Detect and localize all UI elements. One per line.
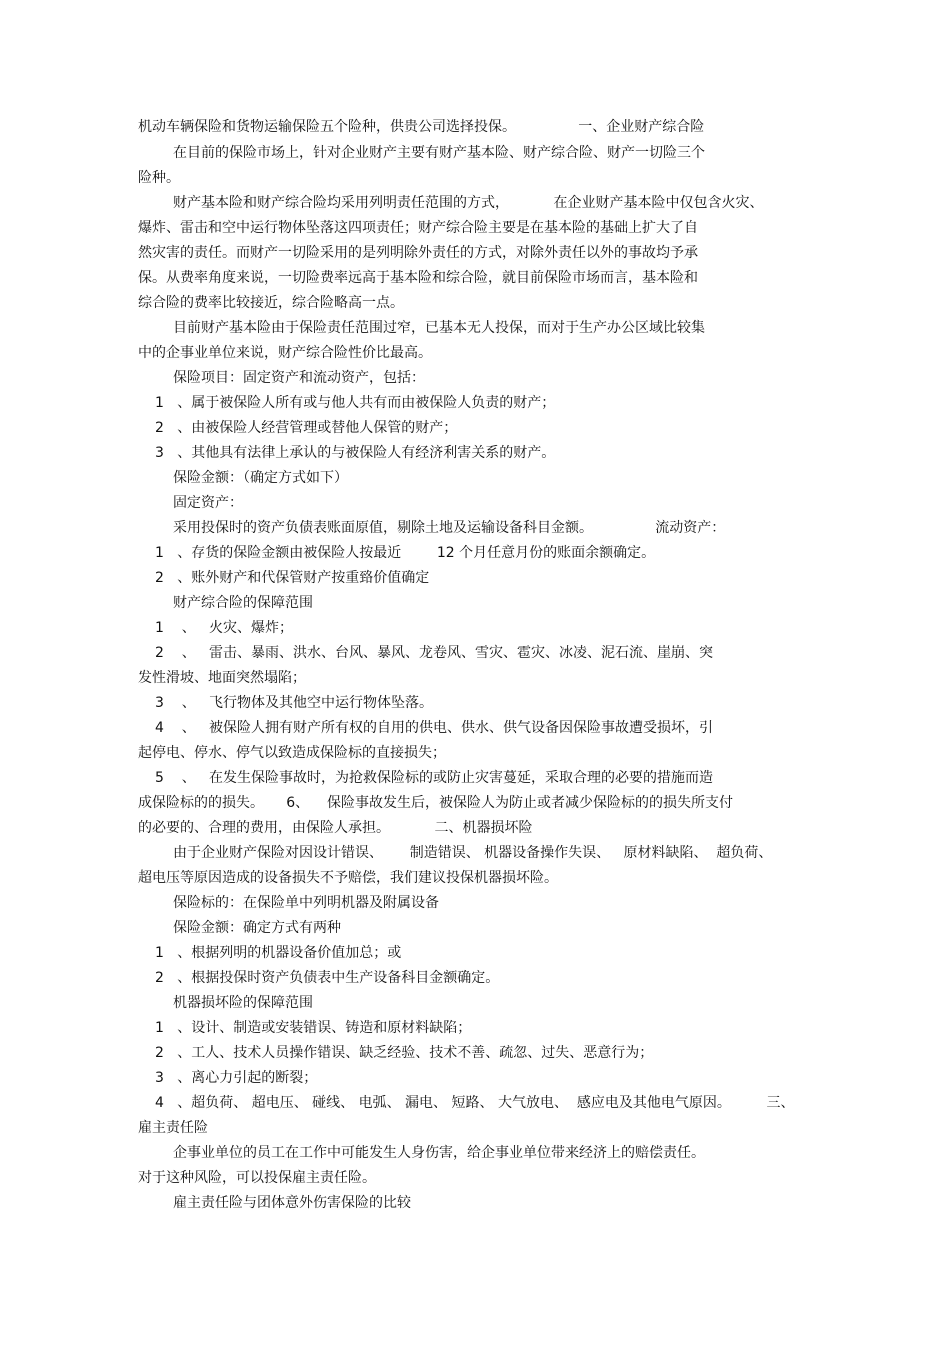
- list-item: 4 、超负荷、 超电压、 碰线、 电弧、 漏电、 短路、 大气放电、 感应电及其他电气原因。 三、: [155, 1095, 795, 1111]
- text-line: 发性滑坡、地面突然塌陷；: [138, 670, 306, 686]
- text-line: 超电压等原因造成的设备损失不予赔偿，我们建议投保机器损坏险。: [138, 870, 558, 886]
- list-item: 3 、其他具有法律上承认的与被保险人有经济利害关系的财产。: [155, 445, 556, 461]
- list-item: 1 、存货的保险金额由被保险人按最近 12 个月任意月份的账面余额确定。: [155, 545, 656, 561]
- text-line: 起停电、停水、停气以致造成保险标的直接损失；: [138, 745, 446, 761]
- list-item: 4 、 被保险人拥有财产所有权的自用的供电、供水、供气设备因保险事故遭受损坏，引: [155, 720, 714, 736]
- text-line: 财产基本险和财产综合险均采用列明责任范围的方式， 在企业财产基本险中仅包含火灾、: [173, 195, 764, 211]
- text-line: 中的企事业单位来说，财产综合险性价比最高。: [138, 345, 432, 361]
- list-item: 3 、 飞行物体及其他空中运行物体坠落。: [155, 695, 434, 711]
- text-line: 成保险标的的损失。 6、 保险事故发生后，被保险人为防止或者减少保险标的的损失所支付: [138, 795, 733, 811]
- list-item: 2 、 雷击、暴雨、洪水、台风、暴风、龙卷风、雪灾、雹灾、冰凌、泥石流、崖崩、突: [155, 645, 714, 661]
- text-line: 机器损坏险的保障范围: [173, 995, 313, 1011]
- text-line: 保险金额：确定方式有两种: [173, 920, 341, 936]
- list-item: 1 、 火灾、爆炸；: [155, 620, 294, 636]
- text-line: 的必要的、合理的费用，由保险人承担。 二、机器损坏险: [138, 820, 533, 836]
- text-line: 爆炸、雷击和空中运行物体坠落这四项责任；财产综合险主要是在基本险的基础上扩大了自: [138, 220, 698, 236]
- list-item: 3 、离心力引起的断裂；: [155, 1070, 318, 1086]
- text-line: 在目前的保险市场上，针对企业财产主要有财产基本险、财产综合险、财产一切险三个: [173, 145, 705, 161]
- list-item: 1 、根据列明的机器设备价值加总；或: [155, 945, 402, 961]
- list-item: 2 、根据投保时资产负债表中生产设备科目金额确定。: [155, 970, 500, 986]
- text-line: 由于企业财产保险对因设计错误、 制造错误、 机器设备操作失误、 原材料缺陷、 超负荷、: [173, 845, 773, 861]
- text-line: 财产综合险的保障范围: [173, 595, 313, 611]
- list-item: 5 、 在发生保险事故时，为抢救保险标的或防止灾害蔓延，采取合理的必要的措施而造: [155, 770, 714, 786]
- text-line: 综合险的费率比较接近，综合险略高一点。: [138, 295, 404, 311]
- text-line: 雇主责任险: [138, 1120, 208, 1136]
- text-line: 保险标的：在保险单中列明机器及附属设备: [173, 895, 439, 911]
- list-item: 2 、由被保险人经营管理或替他人保管的财产；: [155, 420, 458, 436]
- text-line: 保险金额：（确定方式如下）: [173, 470, 348, 486]
- list-item: 1 、设计、制造或安装错误、铸造和原材料缺陷；: [155, 1020, 472, 1036]
- list-item: 2 、工人、技术人员操作错误、缺乏经验、技术不善、疏忽、过失、恶意行为；: [155, 1045, 654, 1061]
- text-line: 保。从费率角度来说，一切险费率远高于基本险和综合险，就目前保险市场而言，基本险和: [138, 270, 698, 286]
- list-item: 1 、属于被保险人所有或与他人共有而由被保险人负责的财产；: [155, 395, 556, 411]
- text-line: 对于这种风险，可以投保雇主责任险。: [138, 1170, 376, 1186]
- text-line: 然灾害的责任。而财产一切险采用的是列明除外责任的方式，对除外责任以外的事故均予承: [138, 245, 698, 261]
- text-line: 目前财产基本险由于保险责任范围过窄，已基本无人投保，而对于生产办公区域比较集: [173, 320, 705, 336]
- text-line: 企事业单位的员工在工作中可能发生人身伤害，给企事业单位带来经济上的赔偿责任。: [173, 1145, 705, 1161]
- text-line: 采用投保时的资产负债表账面原值，剔除土地及运输设备科目金额。 流动资产：: [173, 520, 726, 536]
- text-line: 保险项目：固定资产和流动资产，包括：: [173, 370, 425, 386]
- text-line: 固定资产：: [173, 495, 243, 511]
- text-line: 雇主责任险与团体意外伤害保险的比较: [173, 1195, 411, 1211]
- text-line: 机动车辆保险和货物运输保险五个险种，供贵公司选择投保。 一、企业财产综合险: [138, 119, 705, 135]
- list-item: 2 、账外财产和代保管财产按重臵价值确定: [155, 570, 430, 586]
- text-line: 险种。: [138, 170, 180, 186]
